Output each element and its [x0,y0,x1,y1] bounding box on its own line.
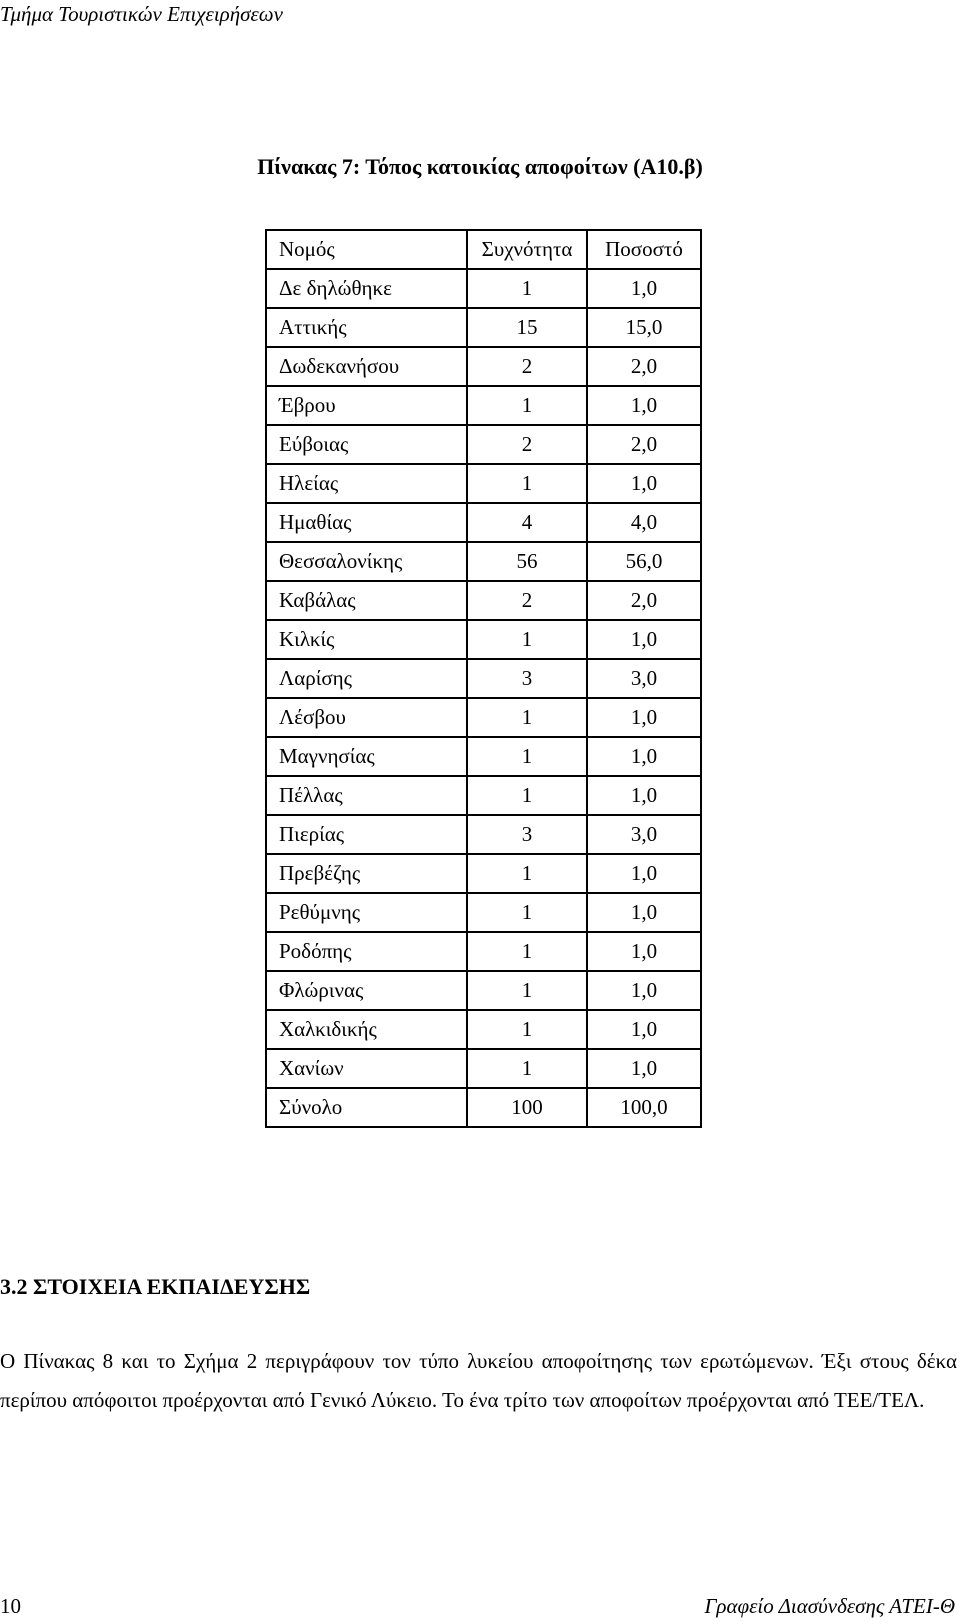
cell-prefecture: Πρεβέζης [266,854,467,893]
cell-percentage: 100,0 [587,1088,701,1127]
table-row [266,347,701,386]
table-row [266,815,701,854]
cell-prefecture: Σύνολο [266,1088,467,1127]
table-row [266,269,701,308]
table-row [266,893,701,932]
table-row [266,425,701,464]
table-row [266,503,701,542]
body-paragraph: Ο Πίνακας 8 και το Σχήμα 2 περιγράφουν τον τύπο λυκείου αποφοίτησης των ερωτώμενων. Έξι στους δέκα περίπου απόφοιτοι προέρχονται από Γενικό Λύκειο. Το ένα τρίτο των αποφοίτων προέρχονται από ΤΕΕ/ΤΕΛ. [0,1349,957,1412]
cell-frequency: 1 [467,971,587,1010]
cell-percentage: 1,0 [587,1049,701,1088]
table-row [266,698,701,737]
cell-frequency: 3 [467,815,587,854]
section-heading: 3.2 ΣΤΟΙΧΕΙΑ ΕΚΠΑΙΔΕΥΣΗΣ [0,1274,311,1299]
cell-percentage: 1,0 [587,932,701,971]
cell-percentage: 4,0 [587,503,701,542]
cell-percentage: 1,0 [587,698,701,737]
cell-percentage: 1,0 [587,269,701,308]
cell-prefecture: Χαλκιδικής [266,1010,467,1049]
cell-prefecture: Φλώρινας [266,971,467,1010]
cell-frequency: 1 [467,1010,587,1049]
running-header: Τμήμα Τουριστικών Επιχειρήσεων [0,2,283,26]
cell-frequency: 1 [467,464,587,503]
table-row [266,542,701,581]
cell-frequency: 1 [467,776,587,815]
cell-percentage: 15,0 [587,308,701,347]
table-row [266,1049,701,1088]
table-caption: Πίνακας 7: Τόπος κατοικίας αποφοίτων (Α10.β) [257,154,703,179]
cell-prefecture: Χανίων [266,1049,467,1088]
cell-prefecture: Ημαθίας [266,503,467,542]
cell-percentage: 1,0 [587,464,701,503]
cell-prefecture: Μαγνησίας [266,737,467,776]
cell-frequency: 1 [467,1049,587,1088]
cell-frequency: 1 [467,269,587,308]
cell-percentage: 1,0 [587,776,701,815]
cell-percentage: 2,0 [587,347,701,386]
table-row [266,854,701,893]
cell-prefecture: Αττικής [266,308,467,347]
cell-prefecture: Έβρου [266,386,467,425]
table-row [266,737,701,776]
column-header-frequency: Συχνότητα [467,230,587,269]
cell-percentage: 1,0 [587,854,701,893]
column-header-prefecture: Νομός [266,230,467,269]
cell-prefecture: Καβάλας [266,581,467,620]
table-row [266,464,701,503]
cell-prefecture: Λαρίσης [266,659,467,698]
cell-frequency: 1 [467,893,587,932]
cell-prefecture: Ρεθύμνης [266,893,467,932]
cell-prefecture: Πιερίας [266,815,467,854]
cell-frequency: 1 [467,620,587,659]
cell-frequency: 4 [467,503,587,542]
cell-percentage: 56,0 [587,542,701,581]
cell-percentage: 1,0 [587,971,701,1010]
cell-prefecture: Κιλκίς [266,620,467,659]
page-number: 10 [0,1594,21,1618]
cell-percentage: 2,0 [587,425,701,464]
table-row [266,932,701,971]
cell-frequency: 1 [467,932,587,971]
cell-frequency: 1 [467,737,587,776]
cell-frequency: 1 [467,854,587,893]
cell-percentage: 2,0 [587,581,701,620]
cell-percentage: 3,0 [587,815,701,854]
column-header-percentage: Ποσοστό [587,230,701,269]
cell-prefecture: Δε δηλώθηκε [266,269,467,308]
cell-prefecture: Λέσβου [266,698,467,737]
cell-prefecture: Ροδόπης [266,932,467,971]
running-footer: Γραφείο Διασύνδεσης ΑΤΕΙ-Θ [704,1594,955,1618]
cell-frequency: 3 [467,659,587,698]
cell-prefecture: Εύβοιας [266,425,467,464]
cell-prefecture: Δωδεκανήσου [266,347,467,386]
cell-frequency: 1 [467,698,587,737]
cell-percentage: 1,0 [587,620,701,659]
residence-table [265,229,702,1128]
cell-percentage: 1,0 [587,1010,701,1049]
table-total-row [266,1088,701,1127]
table-row [266,308,701,347]
cell-frequency: 2 [467,425,587,464]
cell-frequency: 1 [467,386,587,425]
cell-frequency: 2 [467,347,587,386]
cell-prefecture: Ηλείας [266,464,467,503]
cell-prefecture: Θεσσαλονίκης [266,542,467,581]
table-header-row [266,230,701,269]
cell-frequency: 2 [467,581,587,620]
table-row [266,581,701,620]
table-row [266,620,701,659]
table-row [266,659,701,698]
cell-prefecture: Πέλλας [266,776,467,815]
table-row [266,971,701,1010]
table-row [266,386,701,425]
cell-percentage: 3,0 [587,659,701,698]
cell-percentage: 1,0 [587,893,701,932]
cell-frequency: 56 [467,542,587,581]
cell-percentage: 1,0 [587,737,701,776]
cell-frequency: 100 [467,1088,587,1127]
cell-percentage: 1,0 [587,386,701,425]
table-row [266,776,701,815]
table-row [266,1010,701,1049]
cell-frequency: 15 [467,308,587,347]
